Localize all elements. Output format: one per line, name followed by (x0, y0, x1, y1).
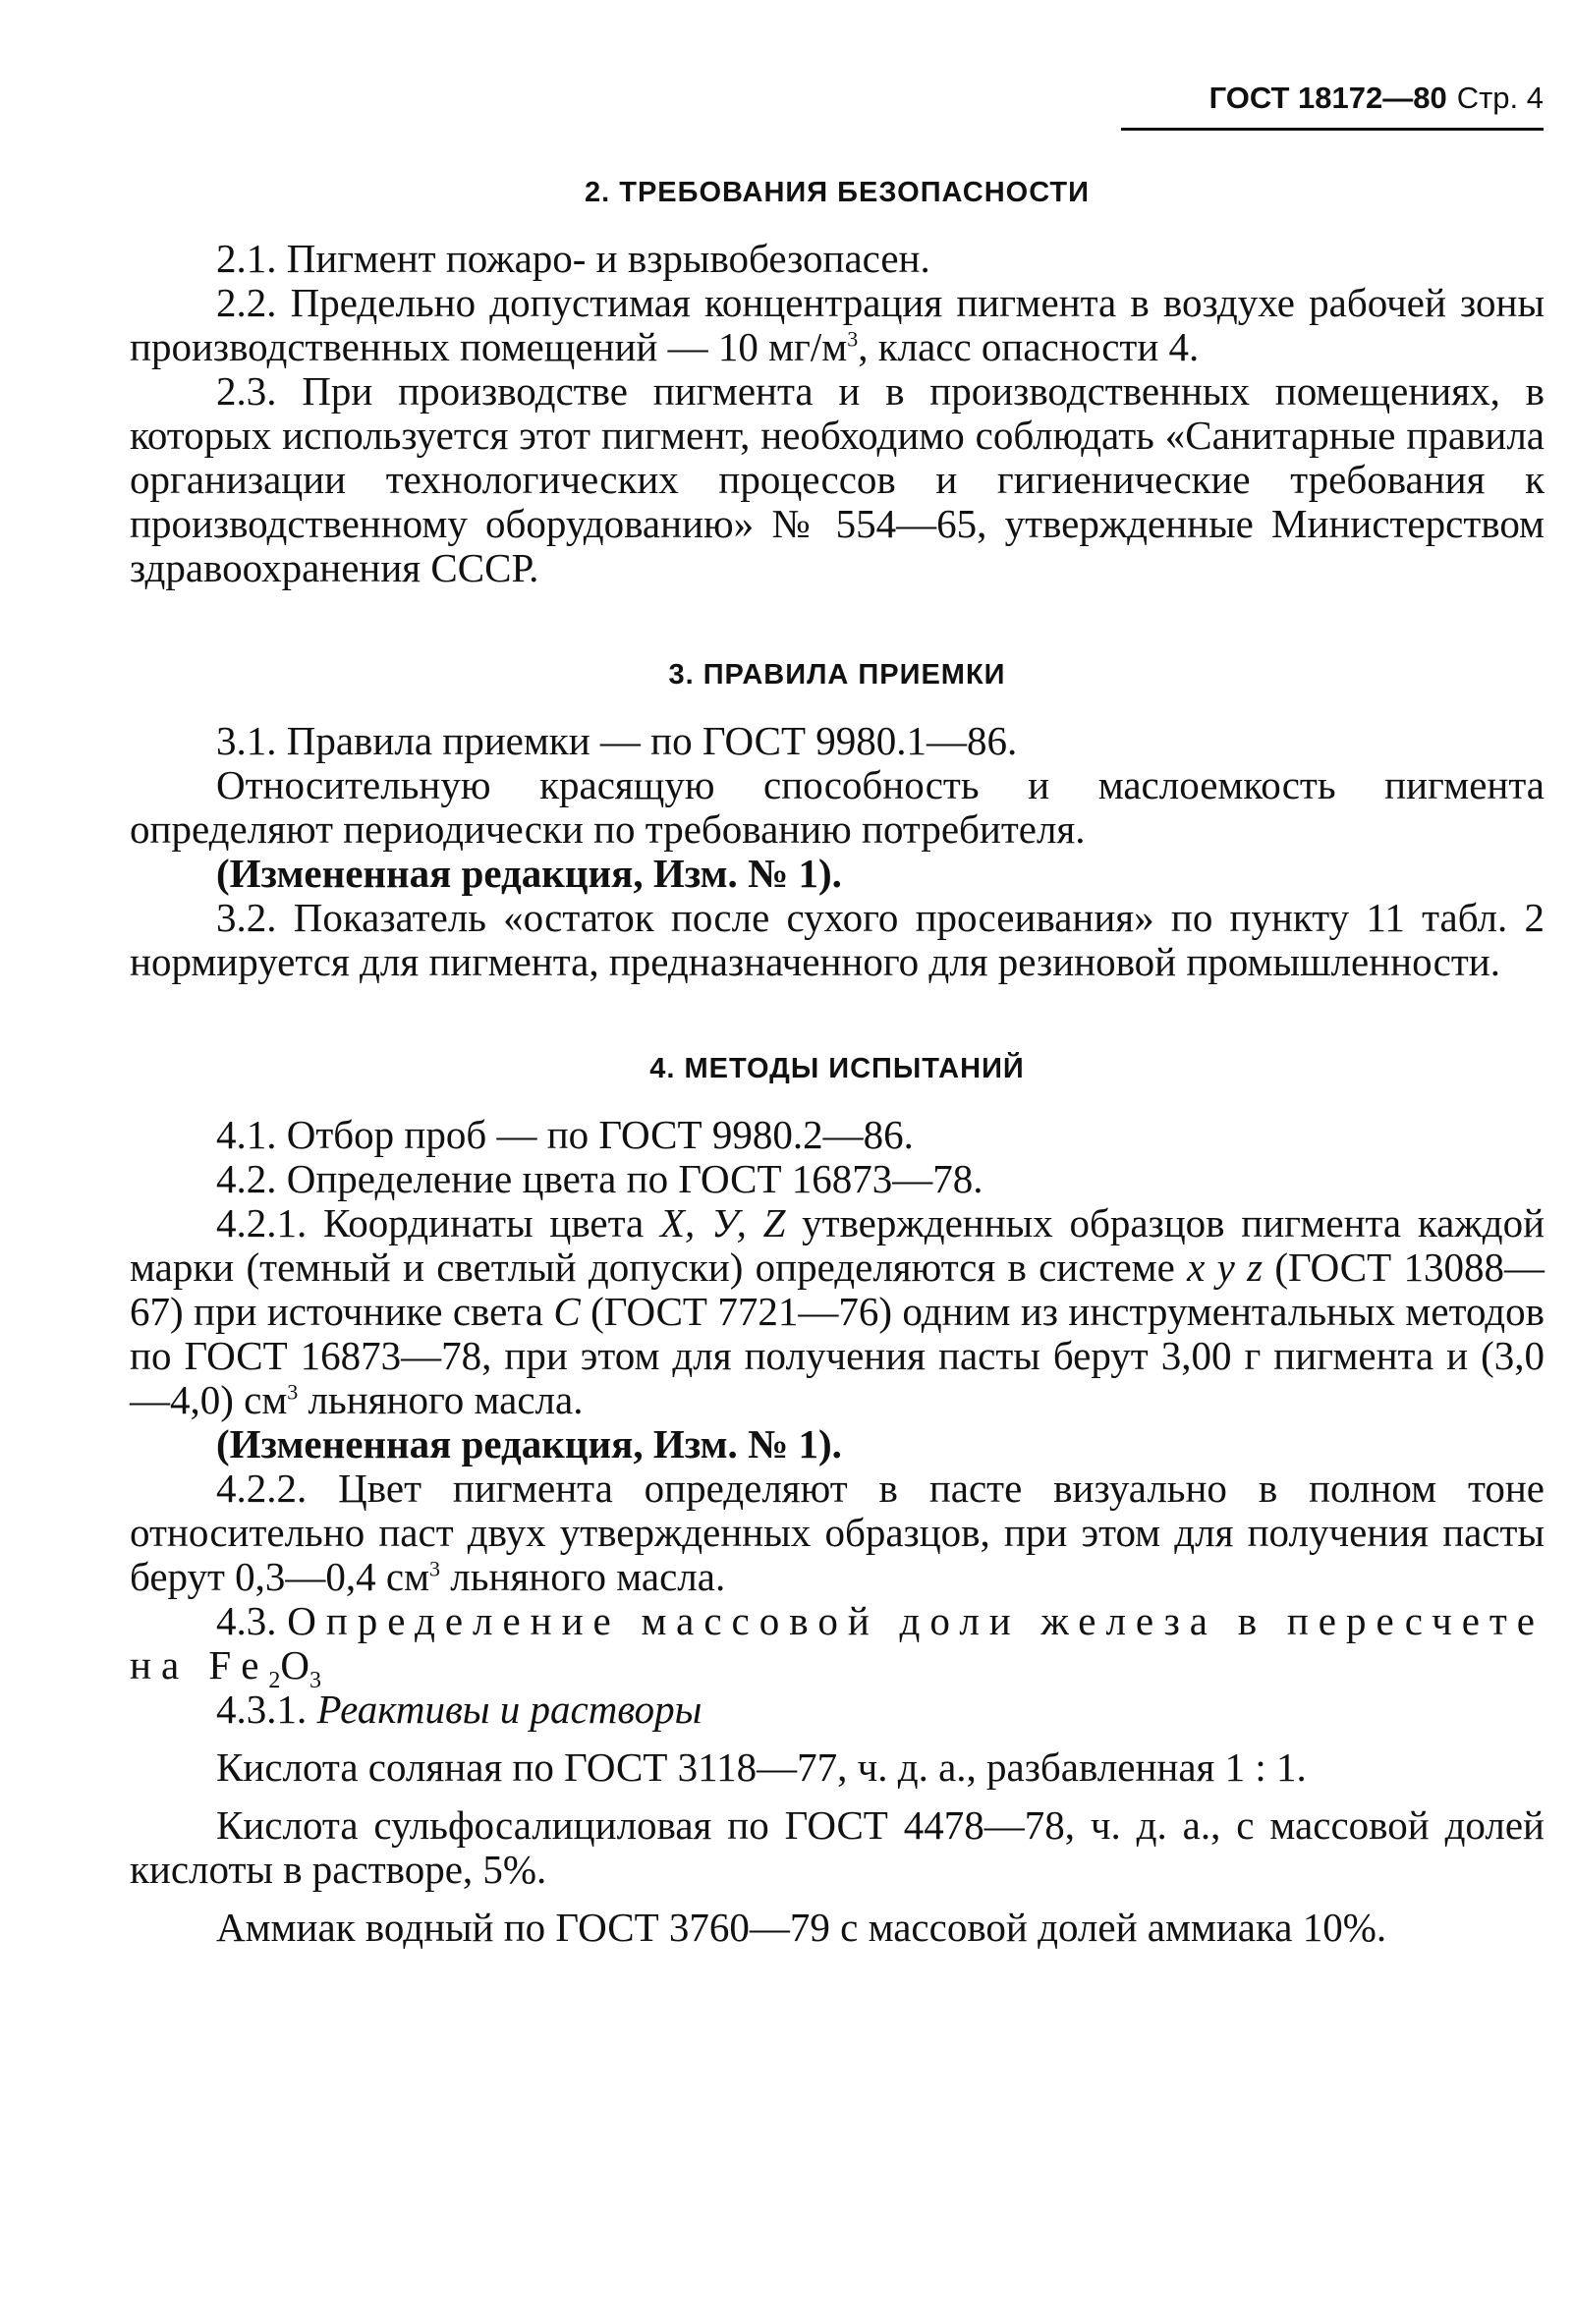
amendment-note: (Измененная редакция, Изм. № 1). (216, 851, 842, 896)
reagent-item: Аммиак водный по ГОСТ 3760—79 с массовой долей аммиака 10%. (216, 1905, 1387, 1950)
paragraph-3-1: 3.1. Правила приемки — по ГОСТ 9980.1—86. (216, 718, 1018, 763)
page-number: Стр. 4 (1456, 81, 1544, 115)
page-header (1121, 81, 1544, 131)
reagent-item: Кислота соляная по ГОСТ 3118—77, ч. д. а., разбавленная 1 : 1. (216, 1744, 1307, 1790)
paragraph-4-3-1 (130, 1688, 1545, 1732)
color-coordinates: X, У, Z (660, 1200, 786, 1245)
document-body (130, 177, 1545, 1950)
clause-title: Реактивы и растворы (316, 1687, 702, 1732)
text-run: (ГОСТ 7721—76) одним из инструментальных методов по ГОСТ 16873—78, при этом для получения пасты берут 3,00 г пигмента и (3,0—4,0) см (130, 1289, 1545, 1422)
amendment-note: (Измененная редакция, Изм. № 1). (216, 1421, 842, 1466)
superscript: 3 (847, 326, 859, 352)
superscript: 3 (429, 1556, 441, 1581)
clause-number: 4.3. (216, 1598, 288, 1643)
superscript: 3 (287, 1379, 299, 1405)
section-heading-test-methods: 4. МЕТОДЫ ИСПЫТАНИЙ (649, 1053, 1025, 1084)
text-run: утвержденных образцов пигмента каждой марки (темный и светлый допуски) определяются в системе (130, 1200, 1545, 1290)
text-run: 4.2.1. Координаты цвета (216, 1200, 661, 1245)
text-run: льняного масла. (440, 1554, 726, 1599)
paragraph-4-2-2 (130, 1466, 1545, 1599)
text-run: 4.2.2. Цвет пигмента определяют в пасте визуально в полном тоне относительно паст двух утвержденных образцов, при этом для получения пасты берут 0,3—0,4 см (130, 1466, 1545, 1599)
paragraph-2-1: 2.1. Пигмент пожаро- и взрывобезопасен. (216, 236, 930, 281)
section-heading-acceptance: 3. ПРАВИЛА ПРИЕМКИ (668, 659, 1006, 691)
standard-number: ГОСТ 18172—80 (1208, 81, 1447, 115)
text-run: (ГОСТ 13088—67) при источнике света (130, 1245, 1545, 1334)
paragraph-2-2 (130, 281, 1545, 369)
paragraph-4-2-1 (130, 1201, 1545, 1422)
paragraph-3-2: 3.2. Показатель «остаток после сухого просеивания» по пункту 11 табл. 2 нормируется для пигмента, предназначенного для резиновой промышленности. (130, 895, 1545, 984)
subscript: 2 (268, 1668, 281, 1694)
light-source: С (553, 1289, 581, 1334)
paragraph-3-1-note: Относительную красящую способность и маслоемкость пигмента определяют периодически по требованию потребителя. (130, 762, 1545, 852)
clause-number: 4.3.1. (216, 1687, 317, 1732)
color-system: х у z (1187, 1245, 1264, 1290)
paragraph-2-3: 2.3. При производстве пигмента и в производственных помещениях, в которых используется этот пигмент, необходимо соблюдать «Санитарные правила организации технологических процессов и гигиенические требования к производственному оборудованию» № 554—65, утвержденные Министерством здравоохранения СССР. (130, 368, 1545, 590)
clause-title: Определение массовой доли железа в пересчете на Fe (130, 1598, 1545, 1688)
subscript: 3 (309, 1668, 321, 1694)
reagent-item: Кислота сульфосалициловая по ГОСТ 4478—78, ч. д. а., с массовой долей кислоты в растворе, 5%. (130, 1802, 1545, 1892)
paragraph-2-2-text: 2.2. Предельно допустимая концентрация пигмента в воздухе рабочей зоны производственных помещений — 10 мг/м (130, 280, 1545, 369)
paragraph-4-2: 4.2. Определение цвета по ГОСТ 16873—78. (216, 1156, 983, 1201)
section-heading-safety: 2. ТРЕБОВАНИЯ БЕЗОПАСНОСТИ (585, 177, 1090, 208)
paragraph-4-1: 4.1. Отбор проб — по ГОСТ 9980.2—86. (216, 1112, 914, 1157)
paragraph-4-3 (130, 1598, 1545, 1694)
paragraph-2-2-text-end: , класс опасности 4. (858, 324, 1200, 369)
text-run: льняного масла. (298, 1377, 584, 1422)
formula-part: O (280, 1642, 309, 1688)
